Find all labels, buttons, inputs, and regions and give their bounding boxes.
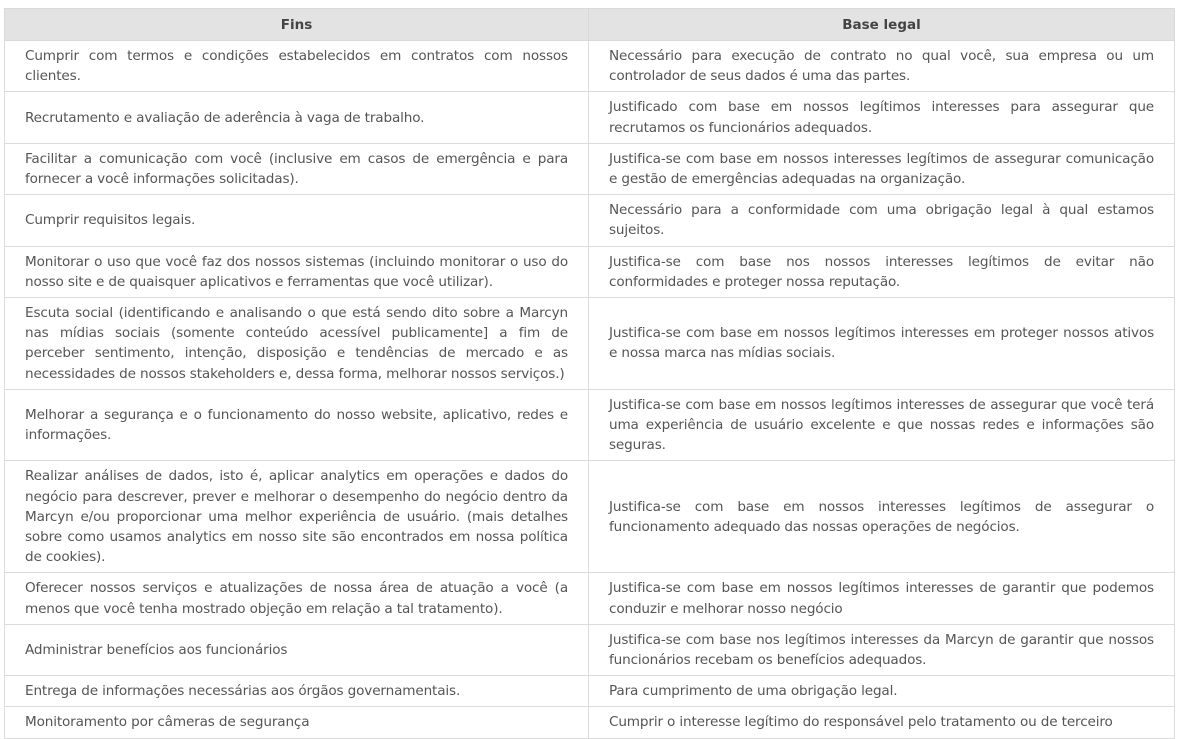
- cell-base-legal: Necessário para a conformidade com uma obrigação legal à qual estamos sujeitos.: [589, 195, 1175, 246]
- cell-fins: Melhorar a segurança e o funcionamento do nosso website, aplicativo, redes e informações.: [5, 389, 589, 461]
- table-row: [5, 41, 1175, 92]
- cell-base-legal: Justifica-se com base em nossos interesses legítimos de assegurar comunicação e gestão de emergências adequadas na organização.: [589, 143, 1175, 194]
- column-header-base-legal: Base legal: [589, 9, 1175, 41]
- cell-base-legal: Justificado com base em nossos legítimos interesses para assegurar que recrutamos os funcionários adequados.: [589, 92, 1175, 143]
- cell-base-legal: Cumprir o interesse legítimo do responsável pelo tratamento ou de terceiro: [589, 707, 1175, 738]
- cell-base-legal: Justifica-se com base nos legítimos interesses da Marcyn de garantir que nossos funcionários recebam os benefícios adequados.: [589, 624, 1175, 675]
- table-row: [5, 624, 1175, 675]
- cell-fins: Monitoramento por câmeras de segurança: [5, 707, 589, 738]
- cell-fins: Recrutamento e avaliação de aderência à vaga de trabalho.: [5, 92, 589, 143]
- cell-fins: Realizar análises de dados, isto é, aplicar analytics em operações e dados do negócio para descrever, prever e melhorar o desempenho do negócio dentro da Marcyn e/ou proporcionar uma melhor experiência de usuário. (mais detalhes sobre como usamos analytics em nosso site são encontrados em nossa política de cookies).: [5, 461, 589, 573]
- table-row: [5, 389, 1175, 461]
- cell-base-legal: Justifica-se com base em nossos legítimos interesses de garantir que podemos conduzir e melhorar nosso negócio: [589, 573, 1175, 624]
- cell-base-legal: Justifica-se com base em nossos legítimos interesses em proteger nossos ativos e nossa marca nas mídias sociais.: [589, 298, 1175, 390]
- table-row: [5, 246, 1175, 297]
- header-row: [5, 9, 1175, 41]
- table-row: [5, 676, 1175, 707]
- cell-fins: Oferecer nossos serviços e atualizações de nossa área de atuação a você (a menos que você tenha mostrado objeção em relação a tal tratamento).: [5, 573, 589, 624]
- table-row: [5, 573, 1175, 624]
- column-header-fins: Fins: [5, 9, 589, 41]
- legal-basis-table: [4, 8, 1175, 739]
- legal-basis-table-container: [4, 8, 1175, 739]
- cell-fins: Cumprir com termos e condições estabelecidos em contratos com nossos clientes.: [5, 41, 589, 92]
- cell-base-legal: Para cumprimento de uma obrigação legal.: [589, 676, 1175, 707]
- table-row: [5, 195, 1175, 246]
- table-row: [5, 707, 1175, 738]
- cell-fins: Facilitar a comunicação com você (inclusive em casos de emergência e para fornecer a você informações solicitadas).: [5, 143, 589, 194]
- table-row: [5, 461, 1175, 573]
- cell-fins: Monitorar o uso que você faz dos nossos sistemas (incluindo monitorar o uso do nosso site e de quaisquer aplicativos e ferramentas que você utilizar).: [5, 246, 589, 297]
- cell-fins: Administrar benefícios aos funcionários: [5, 624, 589, 675]
- cell-base-legal: Necessário para execução de contrato no qual você, sua empresa ou um controlador de seus dados é uma das partes.: [589, 41, 1175, 92]
- cell-base-legal: Justifica-se com base nos nossos interesses legítimos de evitar não conformidades e proteger nossa reputação.: [589, 246, 1175, 297]
- table-row: [5, 298, 1175, 390]
- table-row: [5, 143, 1175, 194]
- cell-fins: Entrega de informações necessárias aos órgãos governamentais.: [5, 676, 589, 707]
- cell-fins: Escuta social (identificando e analisando o que está sendo dito sobre a Marcyn nas mídias sociais (somente conteúdo acessível publicamente] a fim de perceber sentimento, intenção, disposição e tendências de mercado e as necessidades de nossos stakeholders e, dessa forma, melhorar nossos serviços.): [5, 298, 589, 390]
- table-row: [5, 92, 1175, 143]
- cell-fins: Cumprir requisitos legais.: [5, 195, 589, 246]
- cell-base-legal: Justifica-se com base em nossos interesses legítimos de assegurar o funcionamento adequado das nossas operações de negócios.: [589, 461, 1175, 573]
- cell-base-legal: Justifica-se com base em nossos legítimos interesses de assegurar que você terá uma experiência de usuário excelente e que nossas redes e informações são seguras.: [589, 389, 1175, 461]
